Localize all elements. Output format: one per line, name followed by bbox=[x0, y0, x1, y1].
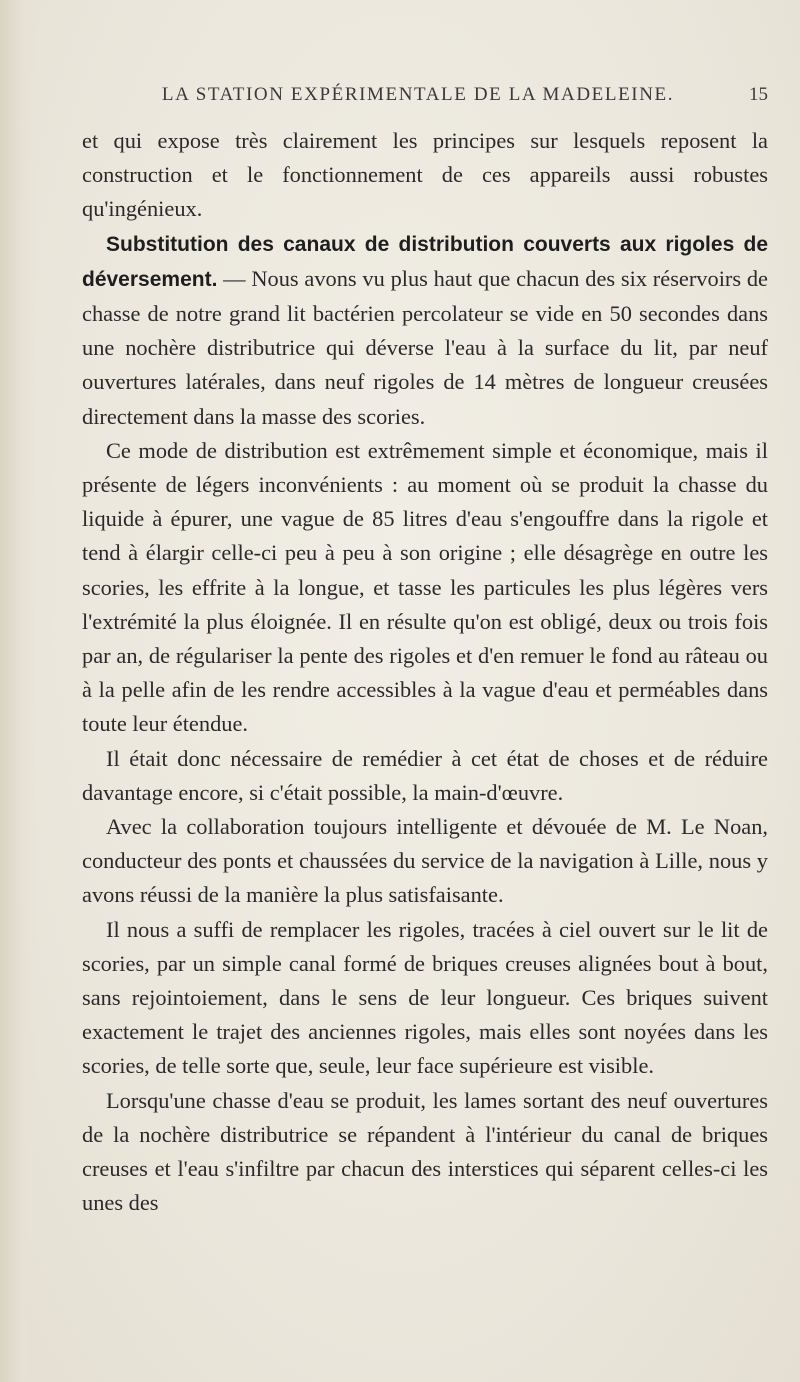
paragraph: Il nous a suffi de remplacer les rigoles, tracées à ciel ouvert sur le lit de scories, par un simple canal formé de briques creuses alignées bout à bout, sans rejointoiement, dans le sens de leur longueur. Ces briques suivent exactement le trajet des anciennes rigoles, mais elles sont noyées dans les scories, de telle sorte que, seule, leur face supérieure est visible. bbox=[82, 916, 768, 1079]
page-edge-shadow bbox=[0, 0, 36, 1382]
paragraph-section bbox=[82, 227, 768, 434]
body-text bbox=[82, 124, 768, 1221]
page-number: 15 bbox=[749, 84, 768, 105]
running-title: LA STATION EXPÉRIMENTALE DE LA MADELEINE. bbox=[161, 84, 675, 105]
running-head bbox=[118, 84, 768, 114]
paragraph: Lorsqu'une chasse d'eau se produit, les lames sortant des neuf ouvertures de la nochère distributrice se répandent à l'intérieur du canal de briques creuses et l'eau s'infiltre par chacun des interstices qui séparent celles-ci les unes des bbox=[82, 1087, 768, 1216]
section-heading: Substitution des canaux de distribution couverts aux rigoles de déversement. bbox=[82, 232, 768, 291]
paragraph: Ce mode de distribution est extrêmement simple et économique, mais il présente de légers inconvénients : au moment où se produit la chasse du liquide à épurer, une vague de 85 litres d'eau s'engouffre dans la rigole et tend à élargir celle-ci peu à peu à son origine ; elle désagrège en outre les scories, les effrite à la longue, et tasse les particules les plus légères vers l'extrémité la plus éloignée. Il en résulte qu'on est obligé, deux ou trois fois par an, de régulariser la pente des rigoles et d'en remuer le fond au râteau ou à la pelle afin de les rendre accessibles à la vague d'eau et perméables dans toute leur étendue. bbox=[82, 437, 768, 737]
paragraph: Avec la collaboration toujours intelligente et dévouée de M. Le Noan, conducteur des ponts et chaussées du service de la navigation à Lille, nous y avons réussi de la manière la plus satisfaisante. bbox=[82, 814, 768, 908]
section-paragraph-text: — Nous avons vu plus haut que chacun des six réservoirs de chasse de notre grand lit bactérien percolateur se vide en 50 secondes dans une nochère distributrice qui déverse l'eau à la surface du lit, par neuf ouvertures latérales, dans neuf rigoles de 14 mètres de longueur creusées directement dans la masse des scories. bbox=[82, 265, 768, 429]
paragraph: Il était donc nécessaire de remédier à cet état de choses et de réduire davantage encore, si c'était possible, la main-d'œuvre. bbox=[82, 745, 768, 805]
paragraph-continuation: et qui expose très clairement les principes sur lesquels reposent la construction et le fonctionnement de ces appareils aussi robustes qu'ingénieux. bbox=[82, 128, 768, 222]
